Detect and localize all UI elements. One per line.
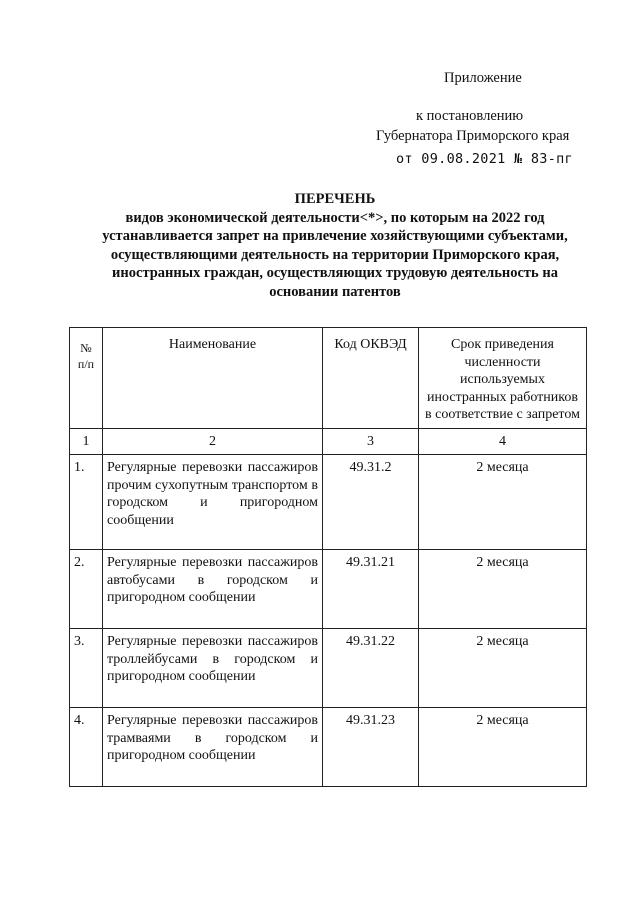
row-code: 49.31.23 (323, 708, 419, 787)
table-row (70, 455, 587, 550)
appendix-block (376, 68, 596, 169)
row-name: Регулярные перевозки пассажиров трамваями в городском и пригородном сообщении (103, 708, 323, 787)
row-num: 2. (70, 550, 103, 629)
header-name: Наименование (103, 328, 323, 429)
row-code: 49.31.21 (323, 550, 419, 629)
column-number: 4 (419, 428, 587, 455)
row-term: 2 месяца (419, 455, 587, 550)
row-name: Регулярные перевозки пассажиров троллейбусами в городском и пригородном сообщении (103, 629, 323, 708)
row-name: Регулярные перевозки пассажиров прочим сухопутным транспортом в городском и пригородном сообщении (103, 455, 323, 550)
table-row (70, 708, 587, 787)
column-numbers-row (70, 428, 587, 455)
document-title: ПЕРЕЧЕНЬ (294, 191, 376, 207)
row-num: 1. (70, 455, 103, 550)
heading-line-1: видов экономической деятельности<*>, по которым на 2022 год (125, 209, 545, 226)
heading-line-4: иностранных граждан, осуществляющих трудовую деятельность на (112, 265, 558, 281)
table-row (70, 629, 587, 708)
activity-table (69, 327, 587, 787)
heading-line-2: устанавливается запрет на привлечение хозяйствующими субъектами, (102, 228, 568, 244)
table-header-row (70, 328, 587, 429)
appendix-reference: к постановлению (416, 108, 524, 124)
header-num: № п/п (70, 328, 103, 429)
column-number: 1 (70, 428, 103, 455)
row-term: 2 месяца (419, 629, 587, 708)
column-number: 2 (103, 428, 323, 455)
row-name: Регулярные перевозки пассажиров автобусами в городском и пригородном сообщении (103, 550, 323, 629)
row-term: 2 месяца (419, 708, 587, 787)
row-num: 4. (70, 708, 103, 787)
document-heading (70, 190, 600, 301)
header-code: Код ОКВЭД (323, 328, 419, 429)
heading-line-5: основании патентов (269, 283, 401, 300)
row-code: 49.31.2 (323, 455, 419, 550)
heading-line-3: осуществляющими деятельность на территории Приморского края, (110, 246, 560, 263)
table-row (70, 550, 587, 629)
appendix-authority: Губернатора Приморского края (376, 128, 570, 144)
column-number: 3 (323, 428, 419, 455)
appendix-date-number: от 09.08.2021 № 83-пг (396, 151, 573, 167)
row-num: 3. (70, 629, 103, 708)
header-term: Срок приведения численности используемых иностранных работников в соответствие с запретом (419, 328, 587, 429)
row-code: 49.31.22 (323, 629, 419, 708)
appendix-label: Приложение (444, 70, 522, 86)
row-term: 2 месяца (419, 550, 587, 629)
